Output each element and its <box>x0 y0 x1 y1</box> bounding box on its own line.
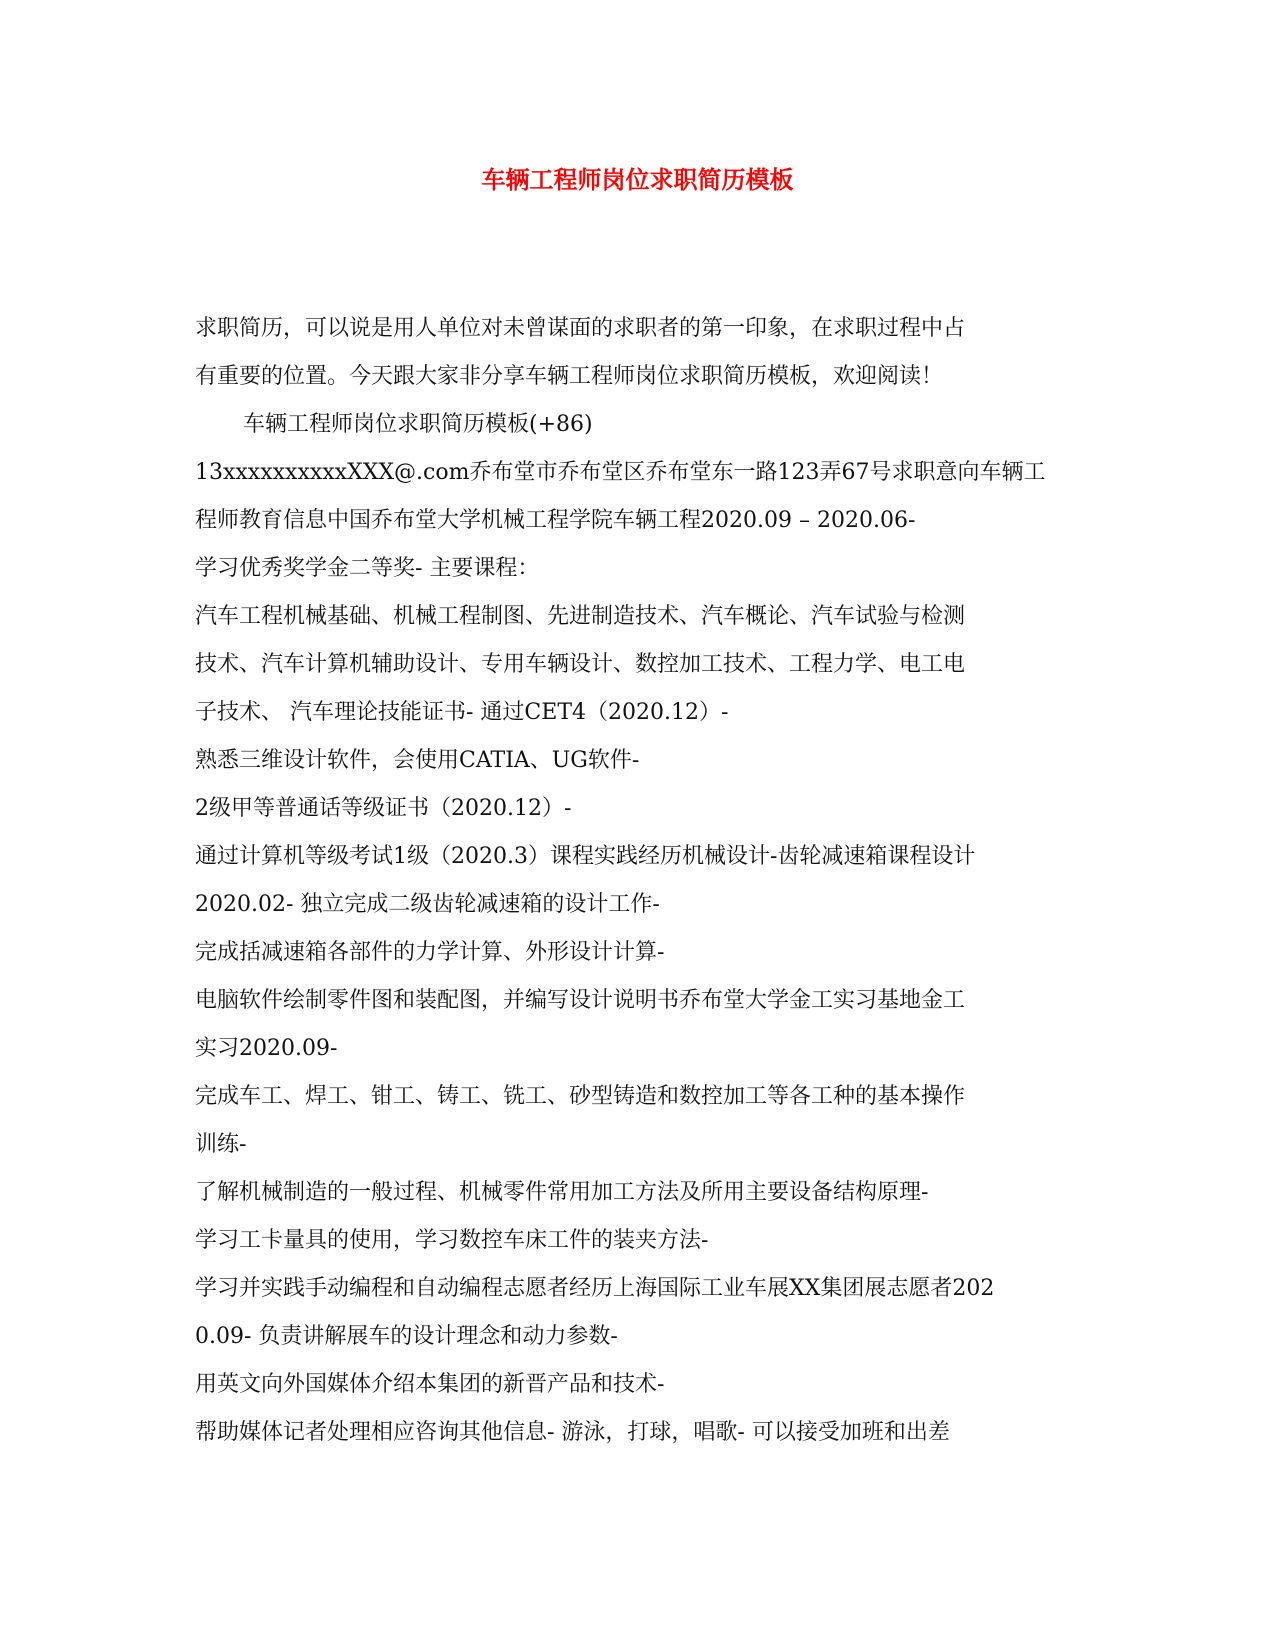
body-line: 0.09- 负责讲解展车的设计理念和动力参数- <box>195 1324 618 1349</box>
body-line: 13xxxxxxxxxxXXX@.com乔布堂市乔布堂区乔布堂东一路123弄67号求职意向车辆工 <box>195 460 1046 485</box>
body-line: 完成括减速箱各部件的力学计算、外形设计计算- <box>195 940 665 965</box>
body-line: 学习优秀奖学金二等奖- 主要课程： <box>195 556 540 581</box>
body-line: 车辆工程师岗位求职简历模板(+86) <box>243 412 593 437</box>
body-line: 实习2020.09- <box>195 1036 338 1061</box>
body-line: 子技术、 汽车理论技能证书- 通过CET4（2020.12）- <box>195 700 729 725</box>
body-line: 汽车工程机械基础、机械工程制图、先进制造技术、汽车概论、汽车试验与检测 <box>195 604 966 629</box>
body-line: 2020.02- 独立完成二级齿轮减速箱的设计工作- <box>195 892 660 917</box>
body-line: 学习工卡量具的使用，学习数控车床工件的装夹方法- <box>195 1228 709 1253</box>
body-line: 程师教育信息中国乔布堂大学机械工程学院车辆工程2020.09 – 2020.06- <box>195 508 916 533</box>
body-line: 学习并实践手动编程和自动编程志愿者经历上海国际工业车展XX集团展志愿者202 <box>195 1276 995 1301</box>
body-line: 通过计算机等级考试1级（2020.3）课程实践经历机械设计-齿轮减速箱课程设计 <box>195 844 976 869</box>
body-line: 熟悉三维设计软件，会使用CATIA、UG软件- <box>195 748 640 773</box>
body-line: 电脑软件绘制零件图和装配图，并编写设计说明书乔布堂大学金工实习基地金工 <box>195 988 966 1013</box>
body-line: 求职简历，可以说是用人单位对未曾谋面的求职者的第一印象，在求职过程中占 <box>195 316 966 341</box>
body-line: 了解机械制造的一般过程、机械零件常用加工方法及所用主要设备结构原理- <box>195 1180 929 1205</box>
body-line: 帮助媒体记者处理相应咨询其他信息- 游泳，打球，唱歌- 可以接受加班和出差 <box>195 1420 950 1445</box>
body-line: 完成车工、焊工、钳工、铸工、铣工、砂型铸造和数控加工等各工种的基本操作 <box>195 1084 966 1109</box>
body-line: 用英文向外国媒体介绍本集团的新晋产品和技术- <box>195 1372 665 1397</box>
document-title: 车辆工程师岗位求职简历模板 <box>481 165 794 194</box>
body-line: 技术、汽车计算机辅助设计、专用车辆设计、数控加工技术、工程力学、电工电 <box>195 652 966 677</box>
body-line: 训练- <box>195 1132 247 1157</box>
body-line: 2级甲等普通话等级证书（2020.12）- <box>195 796 572 821</box>
document-body <box>195 305 1085 1457</box>
body-line: 有重要的位置。今天跟大家非分享车辆工程师岗位求职简历模板，欢迎阅读！ <box>195 364 944 389</box>
